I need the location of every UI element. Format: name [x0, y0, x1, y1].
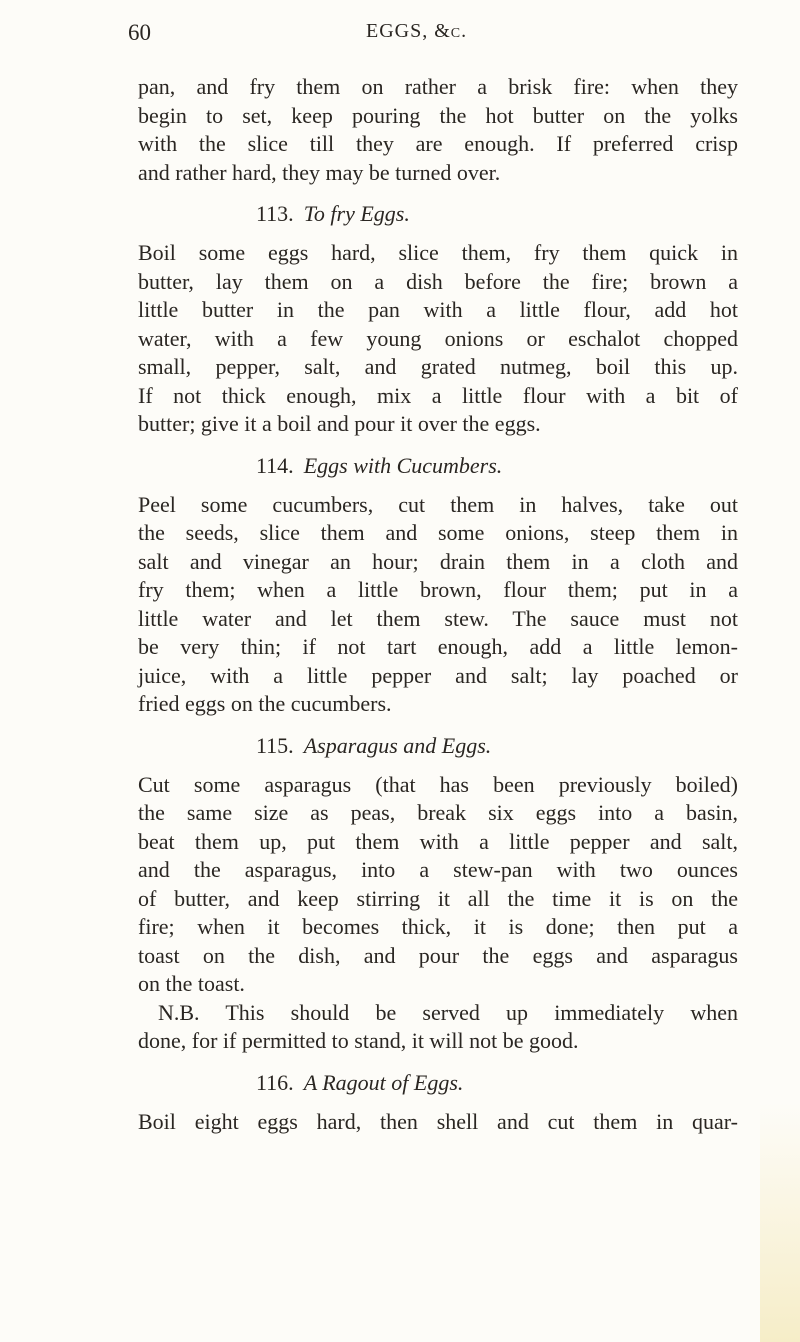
- recipe-title: Eggs with Cucumbers.: [303, 452, 503, 478]
- text-line: little butter in the pan with a little flour, add hot: [138, 297, 738, 322]
- recipe-number: 115.: [256, 732, 294, 758]
- intro-paragraph: [138, 73, 738, 187]
- text-line: fry them; when a little brown, flour them; put in a: [138, 577, 738, 602]
- recipe-heading: [138, 732, 738, 760]
- text-line: juice, with a little pepper and salt; lay poached or: [138, 662, 738, 688]
- recipe-title: To fry Eggs.: [303, 201, 410, 226]
- text-line: Peel some cucumbers, cut them in halves, take out: [138, 491, 738, 517]
- text-line: small, pepper, salt, and grated nutmeg, boil this up.: [138, 354, 738, 379]
- text-line: Boil some eggs hard, slice them, fry them quick in: [138, 240, 738, 265]
- text-line: begin to set, keep pouring the hot butter on the yolks: [138, 102, 738, 128]
- recipe-text: [138, 491, 738, 719]
- recipe-text: [138, 771, 738, 1056]
- text-line: salt and vinegar an hour; drain them in a cloth and: [138, 548, 738, 574]
- text-line: and rather hard, they may be turned over.: [138, 159, 501, 185]
- text-line: water, with a few young onions or eschalot chopped: [138, 325, 738, 351]
- note-line: N.B. This should be served up immediately when: [158, 999, 738, 1025]
- page-header: [128, 20, 728, 60]
- text-line: Cut some asparagus (that has been previously boiled): [138, 771, 738, 797]
- text-line: butter, lay them on a dish before the fire; brown a: [138, 268, 738, 294]
- text-line: with the slice till they are enough. If preferred crisp: [138, 131, 738, 156]
- text-line: little water and let them stew. The sauce must not: [138, 605, 738, 631]
- recipe-heading: [138, 200, 738, 228]
- text-line: be very thin; if not tart enough, add a little lemon-: [138, 634, 738, 659]
- recipe-text: [138, 239, 738, 439]
- text-line: of butter, and keep stirring it all the time it is on the: [138, 885, 738, 911]
- recipe-number: 113.: [256, 201, 294, 226]
- page-number: 60: [128, 20, 151, 45]
- recipe-number: 114.: [256, 452, 294, 478]
- text-line: butter; give it a boil and pour it over the eggs.: [138, 411, 541, 436]
- recipe-text: [138, 1108, 738, 1137]
- recipe-title: Asparagus and Eggs.: [303, 732, 492, 758]
- recipe-title: A Ragout of Eggs.: [303, 1069, 464, 1095]
- note-line: done, for if permitted to stand, it will not be good.: [138, 1028, 579, 1053]
- running-title: EGGS, &c.: [366, 20, 468, 42]
- text-line: and the asparagus, into a stew-pan with two ounces: [138, 857, 738, 882]
- text-line: toast on the dish, and pour the eggs and asparagus: [138, 942, 738, 968]
- text-line: beat them up, put them with a little pepper and salt,: [138, 828, 738, 854]
- recipe-number: 116.: [256, 1069, 294, 1095]
- recipe-heading: [138, 1069, 738, 1097]
- text-line: fire; when it becomes thick, it is done; then put a: [138, 914, 738, 939]
- recipe-heading: [138, 452, 738, 480]
- page-body: [138, 73, 738, 1136]
- text-line: the seeds, slice them and some onions, steep them in: [138, 520, 738, 545]
- text-line: If not thick enough, mix a little flour with a bit of: [138, 382, 738, 408]
- text-line: the same size as peas, break six eggs into a basin,: [138, 800, 738, 825]
- text-line: pan, and fry them on rather a brisk fire: when they: [138, 74, 738, 99]
- text-line: fried eggs on the cucumbers.: [138, 691, 392, 716]
- text-line: on the toast.: [138, 971, 245, 996]
- paper-stain: [760, 1102, 800, 1342]
- text-line: Boil eight eggs hard, then shell and cut them in quar-: [138, 1108, 738, 1134]
